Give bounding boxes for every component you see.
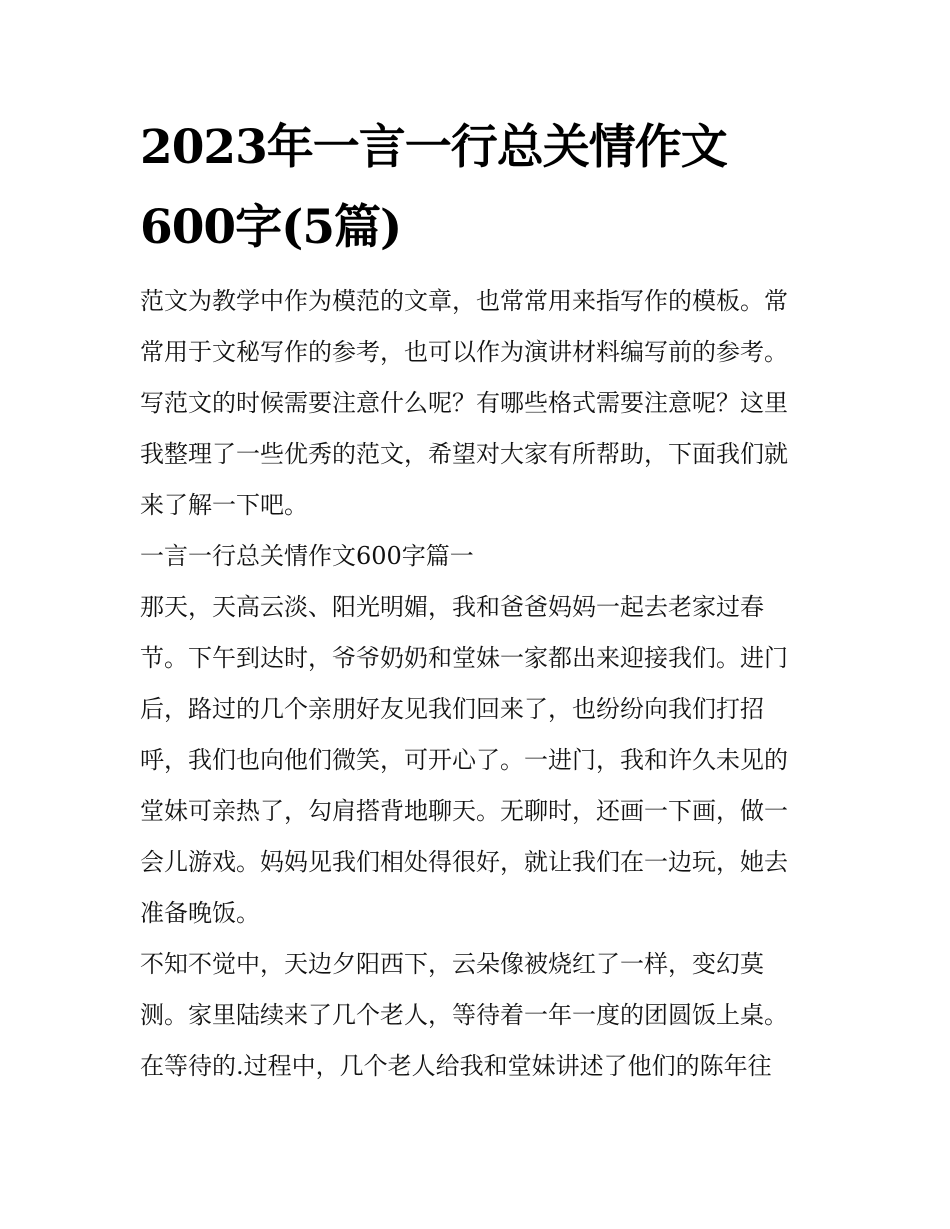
text-line: 我整理了一些优秀的范文，希望对大家有所帮助，下面我们就 xyxy=(140,440,788,468)
section-heading: 一言一行总关情作文600字篇一 xyxy=(140,542,474,570)
document-title xyxy=(140,108,820,268)
document-body xyxy=(140,276,820,1092)
text-line: 范文为教学中作为模范的文章，也常常用来指写作的模板。常 xyxy=(140,287,788,315)
text-line: 写范文的时候需要注意什么呢？有哪些格式需要注意呢？这里 xyxy=(140,389,788,417)
text-line: 会儿游戏。妈妈见我们相处得很好，就让我们在一边玩，她去 xyxy=(140,848,788,876)
text-line: 在等待的.过程中，几个老人给我和堂妹讲述了他们的陈年往 xyxy=(140,1052,772,1080)
text-line: 后，路过的几个亲朋好友见我们回来了，也纷纷向我们打招 xyxy=(140,695,764,723)
text-line: 节。下午到达时，爷爷奶奶和堂妹一家都出来迎接我们。进门 xyxy=(140,644,788,672)
text-line: 呼，我们也向他们微笑，可开心了。一进门，我和许久未见的 xyxy=(140,746,788,774)
text-line: 准备晚饭。 xyxy=(140,899,260,927)
text-line: 堂妹可亲热了，勾肩搭背地聊天。无聊时，还画一下画，做一 xyxy=(140,797,788,825)
title-line: 600字(5篇) xyxy=(140,200,402,255)
text-line: 来了解一下吧。 xyxy=(140,491,308,519)
text-line: 测。家里陆续来了几个老人，等待着一年一度的团圆饭上桌。 xyxy=(140,1001,788,1029)
text-line: 常用于文秘写作的参考，也可以作为演讲材料编写前的参考。 xyxy=(140,338,788,366)
text-line: 不知不觉中，天边夕阳西下，云朵像被烧红了一样，变幻莫 xyxy=(140,950,764,978)
essay-paragraph-1 xyxy=(140,582,820,939)
text-line: 那天，天高云淡、阳光明媚，我和爸爸妈妈一起去老家过春 xyxy=(140,593,764,621)
essay-paragraph-2 xyxy=(140,939,820,1092)
intro-paragraph xyxy=(140,276,820,531)
title-line: 2023年一言一行总关情作文 xyxy=(140,120,727,175)
